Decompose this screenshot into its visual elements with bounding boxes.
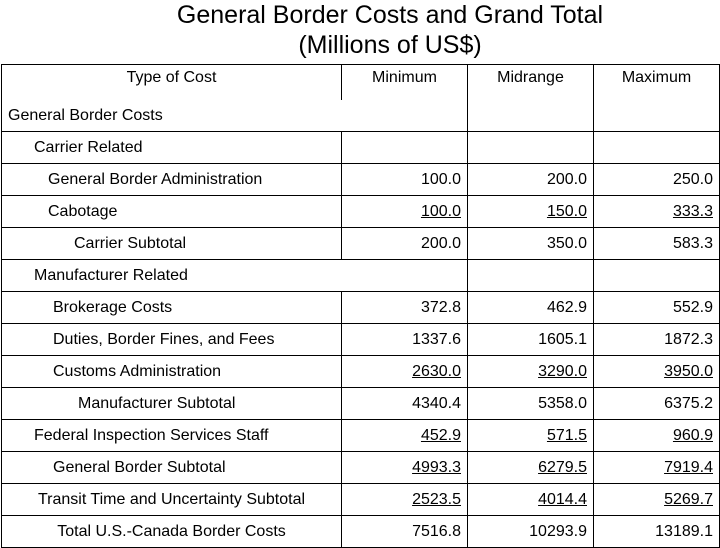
cell-maximum: 13189.1 [594,516,720,548]
cell-minimum: 200.0 [342,228,468,260]
cost-table [1,64,720,548]
cell-minimum: 4340.4 [342,388,468,420]
table-row [2,292,720,324]
cell-midrange: 10293.9 [468,516,594,548]
header-maximum: Maximum [594,65,720,101]
cell-midrange: 1605.1 [468,324,594,356]
cell-minimum: 372.8 [342,292,468,324]
cell-minimum: 452.9 [342,420,468,452]
table-row [2,452,720,484]
cell-maximum: 1872.3 [594,324,720,356]
row-label: Total U.S.-Canada Border Costs [2,516,342,548]
cell-midrange: 200.0 [468,164,594,196]
cell-maximum: 583.3 [594,228,720,260]
section-label-carrier-related: Carrier Related [2,132,342,164]
title-line-1: General Border Costs and Grand Total [176,1,604,29]
section-label-general-border-costs: General Border Costs [2,100,468,132]
cell-midrange: 150.0 [468,196,594,228]
cell-midrange: 3290.0 [468,356,594,388]
cell-minimum: 100.0 [342,164,468,196]
table-row [2,484,720,516]
cell-minimum: 2523.5 [342,484,468,516]
section-row-carrier-related [2,132,720,164]
cell-maximum: 7919.4 [594,452,720,484]
cell-midrange: 6279.5 [468,452,594,484]
table-row [2,388,720,420]
header-midrange: Midrange [468,65,594,101]
table-row [2,228,720,260]
section-label-manufacturer-related: Manufacturer Related [2,260,468,292]
cell-minimum: 1337.6 [342,324,468,356]
table-row [2,420,720,452]
header-row [2,65,720,101]
row-label: Duties, Border Fines, and Fees [2,324,342,356]
row-label: General Border Administration [2,164,342,196]
cell-midrange: 462.9 [468,292,594,324]
table-row [2,196,720,228]
table-row [2,324,720,356]
page-title [0,0,720,60]
table-row [2,516,720,548]
cell-maximum: 333.3 [594,196,720,228]
cell-maximum: 960.9 [594,420,720,452]
section-row-manufacturer-related [2,260,720,292]
section-row-general-border-costs [2,100,720,132]
row-label: Carrier Subtotal [2,228,342,260]
cell-minimum: 4993.3 [342,452,468,484]
row-label: Manufacturer Subtotal [2,388,342,420]
cell-midrange: 350.0 [468,228,594,260]
cell-midrange: 571.5 [468,420,594,452]
cell-minimum: 7516.8 [342,516,468,548]
row-label: Cabotage [2,196,342,228]
row-label: Brokerage Costs [2,292,342,324]
row-label: Transit Time and Uncertainty Subtotal [2,484,342,516]
title-line-2: (Millions of US$) [298,31,482,59]
cell-maximum: 6375.2 [594,388,720,420]
cell-midrange: 5358.0 [468,388,594,420]
cell-maximum: 5269.7 [594,484,720,516]
row-label: General Border Subtotal [2,452,342,484]
cell-maximum: 3950.0 [594,356,720,388]
cell-midrange: 4014.4 [468,484,594,516]
row-label: Federal Inspection Services Staff [2,420,342,452]
row-label: Customs Administration [2,356,342,388]
header-minimum: Minimum [342,65,468,101]
table-row [2,164,720,196]
cell-maximum: 250.0 [594,164,720,196]
table-row [2,356,720,388]
cell-minimum: 100.0 [342,196,468,228]
cell-maximum: 552.9 [594,292,720,324]
header-type-of-cost: Type of Cost [2,65,342,101]
cell-minimum: 2630.0 [342,356,468,388]
